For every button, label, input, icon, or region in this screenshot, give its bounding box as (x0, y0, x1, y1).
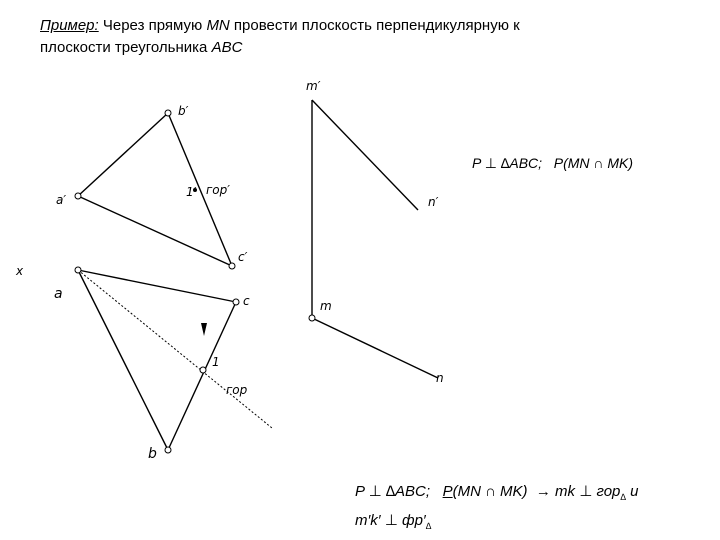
ans-fr-prime: фр′ (397, 512, 426, 529)
triangle-abc-name: ABC (211, 39, 243, 56)
ans-triangle: ∆ABC; (381, 483, 431, 500)
edge-a-c (78, 270, 236, 302)
statement-text-1: Через прямую (98, 17, 207, 34)
label-a-prime: a′ (56, 193, 67, 207)
point-b-prime (165, 110, 171, 116)
cond-intersect-symbol: ∩ (593, 155, 604, 171)
point-a (75, 267, 81, 273)
line-mn-name: MN (206, 17, 230, 34)
label-gor-prime: гор′ (206, 183, 230, 197)
ans-arrow: → (535, 483, 551, 500)
label-a: a (54, 286, 63, 302)
line-m-prime-n-prime (312, 100, 418, 210)
point-1 (200, 367, 206, 373)
ans-and: и (625, 483, 639, 500)
label-c-prime: c′ (238, 250, 248, 264)
ans-mk: MK) (495, 483, 528, 500)
ans-gor-subscript: ∆ (620, 492, 626, 502)
point-b (165, 447, 171, 453)
cond-triangle: ∆ABC; (496, 155, 543, 171)
ans-plane-p: P (442, 483, 453, 500)
label-n: n (436, 371, 444, 385)
example-label: Пример: (40, 17, 99, 34)
label-c: c (243, 294, 250, 308)
edge-a-prime-b-prime (78, 113, 168, 196)
cond-mk: MK) (603, 155, 634, 171)
solution-formula (355, 480, 638, 538)
statement-line-2: плоскости треугольника (40, 39, 212, 56)
label-m: m (320, 299, 332, 313)
ans-perp-symbol: ⊥ (368, 483, 382, 500)
label-b: b (148, 446, 157, 462)
point-m (309, 315, 315, 321)
ans-perp-symbol-2: ⊥ (579, 483, 593, 500)
ans-mn: (MN (452, 483, 486, 500)
arrow-marker (201, 323, 207, 336)
cond-plane-def: P(MN (553, 155, 594, 171)
point-c (233, 299, 239, 305)
condition-formula (472, 155, 633, 172)
label-m-prime: m′ (306, 79, 321, 93)
edge-a-b (78, 270, 168, 450)
label-1: 1 (212, 355, 220, 369)
label-1-prime: 1′ (186, 185, 197, 199)
cond-perp-symbol: ⊥ (484, 155, 497, 171)
label-n-prime: n′ (428, 195, 439, 209)
ans-p: P (355, 483, 369, 500)
point-a-prime (75, 193, 81, 199)
cond-p: P (472, 155, 485, 171)
ans-gor: гор (592, 483, 621, 500)
ans-perp-symbol-3: ⊥ (384, 512, 398, 529)
ans-intersect-symbol: ∩ (485, 483, 496, 500)
label-x-axis: x (16, 264, 24, 278)
label-gor: гор (226, 383, 248, 397)
statement-text-2: провести плоскость перпендикулярную к (229, 17, 520, 34)
ans-fr-subscript: ∆ (425, 521, 432, 531)
point-c-prime (229, 263, 235, 269)
line-m-n (312, 318, 438, 378)
ans-mk-lower: mk (550, 483, 580, 500)
label-b-prime: b′ (178, 104, 189, 118)
ans-mk-prime: m′k′ (355, 512, 385, 529)
edge-a-prime-c-prime (78, 196, 232, 266)
